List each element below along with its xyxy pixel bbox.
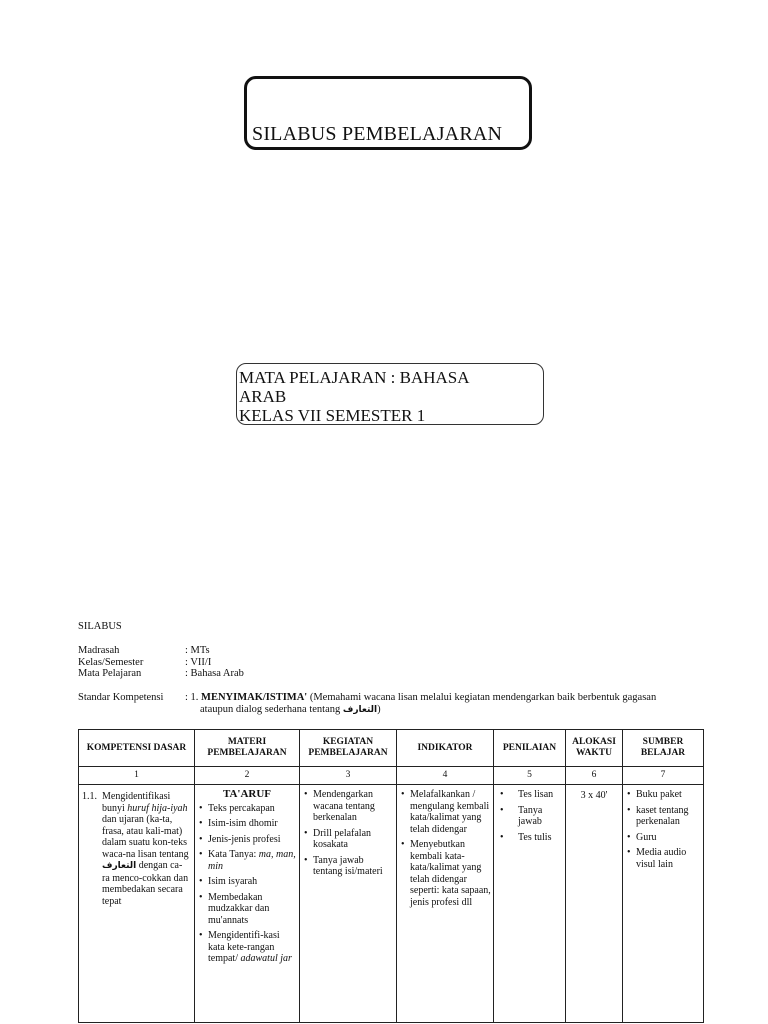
kd-text-part: Mengidentifikasi bunyi bbox=[102, 791, 171, 814]
list-item: • Melafalkankan / mengulang kembali kata/kalimat yang telah didengar bbox=[400, 789, 491, 835]
number-cell: 1 bbox=[79, 767, 195, 785]
header-row bbox=[79, 730, 704, 767]
number-cell: 5 bbox=[494, 767, 566, 785]
header-cell: INDIKATOR bbox=[397, 730, 494, 767]
list-item: • Tanya jawab bbox=[496, 805, 563, 828]
class-line: KELAS VII SEMESTER 1 bbox=[239, 406, 426, 425]
sk-bold: MENYIMAK/ISTIMA' bbox=[201, 692, 308, 703]
kata-tanya-italic: ma, man, min bbox=[208, 849, 296, 872]
list-item: • Media audio visul lain bbox=[626, 847, 701, 870]
list-item bbox=[198, 930, 297, 965]
subject-line: MATA PELAJARAN : BAHASA ARAB bbox=[239, 368, 469, 406]
sk-prefix: : 1. bbox=[185, 692, 202, 703]
meta-label: Kelas/Semester bbox=[78, 657, 144, 668]
header-cell: KEGIATAN PEMBELAJARAN bbox=[300, 730, 397, 767]
meta-value: : VII/I bbox=[185, 657, 212, 668]
header-cell: MATERI PEMBELAJARAN bbox=[195, 730, 300, 767]
meta-value: : Bahasa Arab bbox=[185, 668, 244, 679]
list-item: • Tanya jawab tentang isi/materi bbox=[303, 855, 394, 878]
sk-line2 bbox=[200, 704, 720, 716]
sk-close: ) bbox=[377, 704, 381, 715]
sk-text: (Memahami wacana lisan melalui kegiatan mendengarkan baik berbentuk gagasan bbox=[307, 692, 657, 703]
alokasi-value: 3 x 40' bbox=[580, 790, 608, 801]
list-item: • Tes tulis bbox=[496, 832, 563, 844]
sk-text: ataupun dialog sederhana tentang bbox=[200, 704, 343, 715]
number-cell: 2 bbox=[195, 767, 300, 785]
kompetensi-dasar-cell bbox=[79, 785, 195, 1023]
list-item: • Menyebutkan kembali kata-kata/kalimat yang telah didengar seperti: kata sapaan, jenis profesi dll bbox=[400, 839, 491, 908]
identifikasi: Mengidentifi-kasi kata kete-rangan tempat/ bbox=[208, 930, 280, 964]
sk-line1 bbox=[185, 692, 715, 703]
list-item: • Guru bbox=[626, 832, 701, 844]
identifikasi-italic: adawatul jar bbox=[240, 953, 292, 964]
subject-box bbox=[236, 363, 544, 425]
number-cell: 4 bbox=[397, 767, 494, 785]
standar-kompetensi bbox=[78, 692, 718, 718]
materi-cell bbox=[195, 785, 300, 1023]
header-cell: SUMBER BELAJAR bbox=[623, 730, 704, 767]
header-cell: PENILAIAN bbox=[494, 730, 566, 767]
meta-madrasah bbox=[78, 645, 378, 657]
syllabus-heading: SILABUS bbox=[78, 621, 122, 632]
subject-text bbox=[239, 368, 514, 425]
list-item: • Isim-isim dhomir bbox=[198, 818, 297, 830]
kd-text bbox=[102, 791, 190, 907]
kd-number: 1.1. bbox=[82, 791, 97, 802]
number-cell: 7 bbox=[623, 767, 704, 785]
list-item: • Tes lisan bbox=[496, 789, 563, 801]
list-item: • Membedakan mudzakkar dan mu'annats bbox=[198, 892, 297, 927]
sk-label: Standar Kompetensi bbox=[78, 692, 164, 703]
list-item: • Isim isyarah bbox=[198, 876, 297, 888]
list-item: • Mendengarkan wacana tentang berkenalan bbox=[303, 789, 394, 824]
alokasi-cell bbox=[566, 785, 623, 1023]
number-cell: 6 bbox=[566, 767, 623, 785]
kd-arabic: التعارف bbox=[102, 861, 137, 871]
penilaian-cell bbox=[494, 785, 566, 1023]
list-item: • Jenis-jenis profesi bbox=[198, 834, 297, 846]
document-title: SILABUS PEMBELAJARAN bbox=[252, 123, 503, 145]
syllabus-table bbox=[78, 729, 704, 1023]
header-cell: KOMPETENSI DASAR bbox=[79, 730, 195, 767]
content-row bbox=[79, 785, 704, 1023]
list-item: • Drill pelafalan kosakata bbox=[303, 828, 394, 851]
meta-label: Mata Pelajaran bbox=[78, 668, 142, 679]
list-item bbox=[198, 849, 297, 872]
list-item: • Teks percakapan bbox=[198, 803, 297, 815]
number-cell: 3 bbox=[300, 767, 397, 785]
sumber-cell bbox=[623, 785, 704, 1023]
list-item: • kaset tentang perkenalan bbox=[626, 805, 701, 828]
meta-value: : MTs bbox=[185, 645, 210, 656]
kata-tanya: Kata Tanya: bbox=[208, 849, 259, 860]
materi-title: TA'ARUF bbox=[222, 788, 272, 800]
meta-mapel bbox=[78, 668, 378, 680]
sk-arabic: التعارف bbox=[342, 705, 378, 715]
number-row bbox=[79, 767, 704, 785]
title-box bbox=[244, 76, 532, 150]
kd-italic: huruf hija-iyah bbox=[127, 802, 188, 814]
kd-text-part: dengan ca-ra menco-cokkan dan membedakan secara tepat bbox=[102, 860, 189, 907]
header-cell: ALOKASI WAKTU bbox=[566, 730, 623, 767]
list-item: • Buku paket bbox=[626, 789, 701, 801]
kd-text-part: dan ujaran (ka-ta, frasa, atau kali-mat) dalam suatu kon-teks waca-na lisan tentang bbox=[102, 814, 189, 860]
indikator-cell bbox=[397, 785, 494, 1023]
kegiatan-cell bbox=[300, 785, 397, 1023]
meta-label: Madrasah bbox=[78, 645, 120, 656]
